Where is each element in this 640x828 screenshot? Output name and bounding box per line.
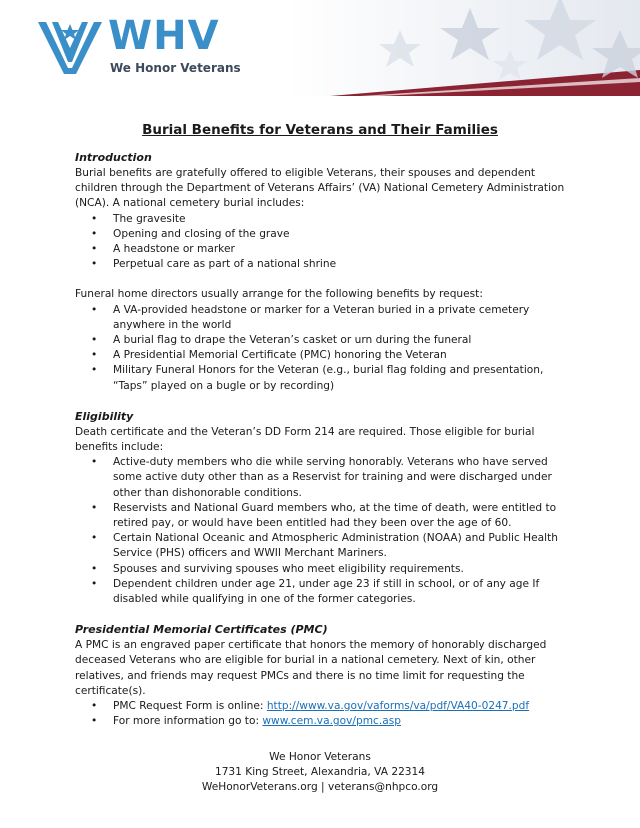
burial-includes-list bbox=[91, 212, 575, 273]
pmc-info-label: For more information go to: bbox=[113, 715, 263, 728]
page-footer bbox=[0, 750, 640, 795]
list-item: • A Presidential Memorial Certificate (PMC) honoring the Veteran bbox=[91, 348, 575, 363]
list-item: • A burial flag to drape the Veteran’s casket or urn during the funeral bbox=[91, 333, 575, 348]
pmc-heading: Presidential Memorial Certificates (PMC) bbox=[75, 623, 328, 637]
document-body bbox=[75, 150, 575, 730]
pmc-form-label: PMC Request Form is online: bbox=[113, 700, 267, 713]
introduction-paragraph: Burial benefits are gratefully offered to eligible Veterans, their spouses and dependent children through the Department of Veterans Affairs’ (VA) National Cemetery Administration (NCA). A national cemetery burial includes: bbox=[75, 167, 565, 210]
list-item: • Opening and closing of the grave bbox=[91, 227, 575, 242]
page-header bbox=[0, 0, 640, 96]
list-item bbox=[91, 699, 575, 714]
list-item: • The gravesite bbox=[91, 212, 575, 227]
pmc-list bbox=[91, 699, 575, 729]
list-item: • Active-duty members who die while serving honorably. Veterans who have served some active duty other than as a Reservist for training and were discharged under other than dishonorable conditions. bbox=[91, 455, 575, 501]
list-item: • A VA-provided headstone or marker for a Veteran buried in a private cemetery anywhere in the world bbox=[91, 303, 575, 333]
list-item: • Certain National Oceanic and Atmospheric Administration (NOAA) and Public Health Service (PHS) officers and WWII Merchant Mariners. bbox=[91, 531, 575, 561]
whv-logo-icon bbox=[36, 18, 106, 76]
logo-wordmark: WHV bbox=[108, 13, 220, 59]
requested-benefits-list bbox=[91, 303, 575, 394]
eligibility-paragraph: Death certificate and the Veteran’s DD Form 214 are required. Those eligible for burial benefits include: bbox=[75, 425, 535, 454]
list-item: • Military Funeral Honors for the Veteran (e.g., burial flag folding and presentation, “Taps” played on a bugle or by recording) bbox=[91, 363, 575, 393]
pmc-paragraph: A PMC is an engraved paper certificate that honors the memory of honorably discharged deceased Veterans who are eligible for burial in a national cemetery. Next of kin, other relatives, and friends may request PMCs and there is no time limit for requesting the certificate(s). bbox=[75, 639, 547, 697]
introduction-heading: Introduction bbox=[75, 151, 152, 164]
funeral-directors-paragraph: Funeral home directors usually arrange for the following benefits by request: bbox=[75, 288, 483, 301]
list-item: • A headstone or marker bbox=[91, 242, 575, 257]
eligibility-heading: Eligibility bbox=[75, 409, 134, 423]
eligibility-list bbox=[91, 455, 575, 607]
document-title: Burial Benefits for Veterans and Their Families bbox=[142, 122, 498, 138]
pmc-form-link[interactable]: http://www.va.gov/vaforms/va/pdf/VA40-0247.pdf bbox=[266, 700, 530, 713]
list-item: • Spouses and surviving spouses who meet eligibility requirements. bbox=[91, 562, 575, 577]
list-item bbox=[91, 714, 575, 729]
list-item: • Dependent children under age 21, under age 23 if still in school, or of any age If disabled while qualifying in one of the former categories. bbox=[91, 577, 575, 607]
footer-contact: WeHonorVeterans.org | veterans@nhpco.org bbox=[201, 781, 439, 793]
footer-org-name: We Honor Veterans bbox=[269, 751, 371, 763]
logo-tagline: We Honor Veterans bbox=[110, 61, 241, 75]
footer-address: 1731 King Street, Alexandria, VA 22314 bbox=[214, 766, 426, 778]
pmc-info-link[interactable]: www.cem.va.gov/pmc.asp bbox=[262, 715, 401, 728]
list-item: • Perpetual care as part of a national shrine bbox=[91, 257, 575, 272]
list-item: • Reservists and National Guard members who, at the time of death, were entitled to retired pay, or would have been entitled had they been over the age of 60. bbox=[91, 501, 575, 531]
